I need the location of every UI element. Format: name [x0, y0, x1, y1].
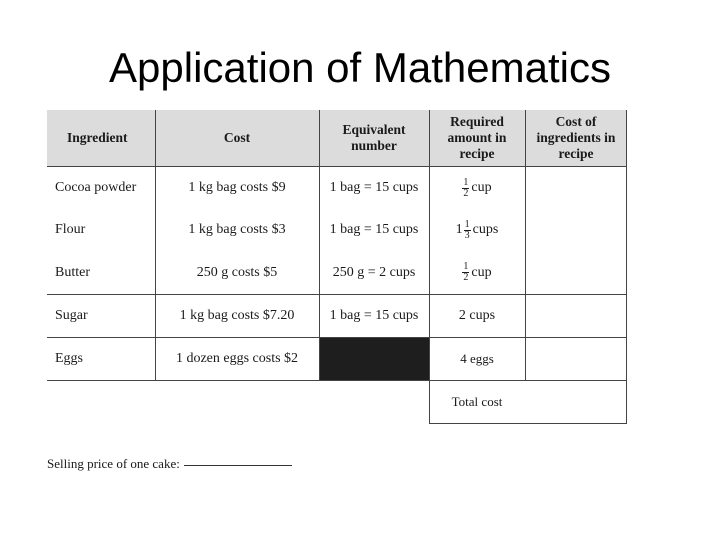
header-cost: Cost [223, 130, 251, 145]
cell-equivalent: 250 g = 2 cups [332, 264, 416, 280]
table-header-row [47, 110, 627, 167]
grid-line [525, 110, 526, 381]
cell-cost: 1 kg bag costs $9 [188, 180, 286, 195]
cell-required: 2 cups [458, 308, 496, 323]
fraction: $\frac{1}{2}$ [463, 261, 469, 283]
cell-equivalent: 1 bag = 15 cups [329, 308, 419, 323]
selling-price-line [47, 456, 292, 472]
cell-cost: 1 kg bag costs $3 [188, 222, 286, 237]
grid-line [626, 110, 627, 424]
header-ingredient: Ingredient [67, 130, 128, 145]
grid-line [429, 110, 430, 424]
slide-title: Application of Mathematics [109, 44, 611, 91]
cell-ingredient: Eggs [55, 351, 83, 366]
fraction: $\frac{1}{2}$ [463, 176, 469, 199]
cell-ingredient: Cocoa powder [55, 180, 137, 195]
header-required-amount: Required amount in recipe [447, 114, 507, 161]
cell-cost: 1 dozen eggs costs $2 [175, 351, 299, 366]
table-row-flour [47, 209, 627, 251]
selling-price-label: Selling price of one cake: [47, 456, 180, 471]
ingredients-table [47, 110, 627, 430]
grid-line [155, 110, 156, 381]
cell-required: $\frac{1}{2}$ cup [463, 261, 492, 283]
cell-ingredient: Flour [55, 222, 86, 237]
cell-ingredient: Sugar [55, 308, 88, 323]
cell-cost: 250 g costs $5 [196, 264, 278, 280]
fraction: $\frac{1}{3}$ [464, 218, 470, 241]
table-row-butter [47, 251, 627, 295]
table-row-sugar [47, 295, 627, 338]
cell-equivalent: 1 bag = 15 cups [329, 222, 419, 237]
total-cost-row [429, 381, 627, 424]
header-cost-in-recipe: Cost of ingredients in recipe [536, 114, 616, 161]
cell-required: 4 eggs [460, 351, 494, 366]
table-row-eggs [47, 338, 627, 381]
grid-line [319, 110, 320, 381]
cell-equivalent-blacked-out [319, 338, 429, 380]
header-equivalent-number: Equivalent number [342, 122, 406, 153]
cell-required: 1 $\frac{1}{3}$ cups [455, 218, 499, 241]
cell-cost: 1 kg bag costs $7.20 [179, 308, 295, 323]
grid-line [47, 110, 48, 166]
selling-price-blank [184, 465, 292, 466]
cell-ingredient: Butter [55, 264, 90, 280]
total-cost-label: Total cost [451, 394, 503, 409]
cell-equivalent: 1 bag = 15 cups [329, 180, 419, 195]
table-row-cocoa [47, 167, 627, 209]
cell-required: $\frac{1}{2}$ cup [463, 176, 492, 199]
